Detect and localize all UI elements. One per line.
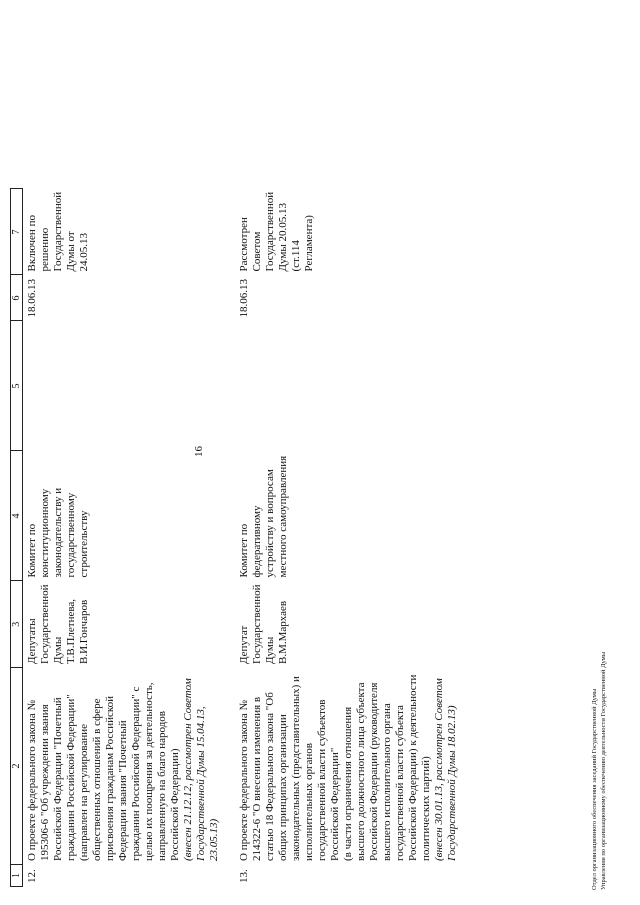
committee: Комитет по федеративному устройству и вопросам местного самоуправления [238,455,289,578]
column-number-row [11,189,23,887]
status: Рассмотрен Советом Государственной Думы 20.05.13 (ст.114 Регламента) [238,191,315,272]
initiator: Депутат Государственной Думы В.М.Мархаев [238,584,289,664]
bill-note: (внесен 21.12.12, рассмотрен Советом Государственной Думы 15.04.13, 23.05.13) [182,678,220,861]
bill-description: (в части ограничения отношения высшего должностного лица субъекта Российской Федерации (руководителя высшего исполнительного органа государственной власти субъекта Российской Федерации) к деятельности политических партий) [342,674,432,861]
bill-cell [235,668,473,865]
column-number: 5 [11,321,23,451]
column-number: 3 [11,581,23,668]
column-number: 2 [11,668,23,865]
row-number: 13. [238,869,250,883]
page-number: 16 [193,446,205,457]
column-number: 1 [11,865,23,887]
column-number: 7 [11,189,23,275]
bill-note: (внесен 30.01.13, рассмотрен Советом Государственной Думы 18.02.13) [433,678,458,861]
column-5-value [23,321,236,451]
bill-table [10,188,473,887]
footer-line: Отдел организационного обеспечения заседаний Государственной Думы [591,688,598,890]
initiator: Депутаты Государственной Думы Т.В.Плетнева, В.И.Гончаров [26,584,90,664]
row-number: 12. [26,869,38,883]
column-5-value [235,321,473,451]
bill-title: О проекте федерального закона № 214322-6 "О внесении изменения в статью 18 Федерального закона "Об общих принципах организации законодательных (представительных) и исполнительных органов государственной власти субъектов Российской Федерации" [238,676,341,861]
date: 18.06.13 [238,278,250,318]
bill-description: (направлен на регулирование общественных отношений в сфере присвоения гражданам Российской Федерации звания "Почетный гражданин Российской Федерации" с целью их поощрения за деятельность, направленную на благо народов Российской Федерации) [78,682,181,861]
footer-line: Управления по организационному обеспечению деятельности Государственной Думы [600,651,607,890]
table-row [235,189,473,887]
date: 18.06.13 [26,278,38,318]
bill-cell [23,668,236,865]
committee: Комитет по конституционному законодательству и государственному строительству [26,487,90,578]
column-number: 6 [11,275,23,321]
status: Включен по решению Государственной Думы от 24.05.13 [26,191,90,272]
bill-title: О проекте федерального закона № 195306-6 "Об учреждении звания Российской Федерации "Почетный гражданин Российской Федерации" [26,694,77,861]
column-number: 4 [11,451,23,581]
footer [590,652,608,890]
table-row [23,189,236,887]
